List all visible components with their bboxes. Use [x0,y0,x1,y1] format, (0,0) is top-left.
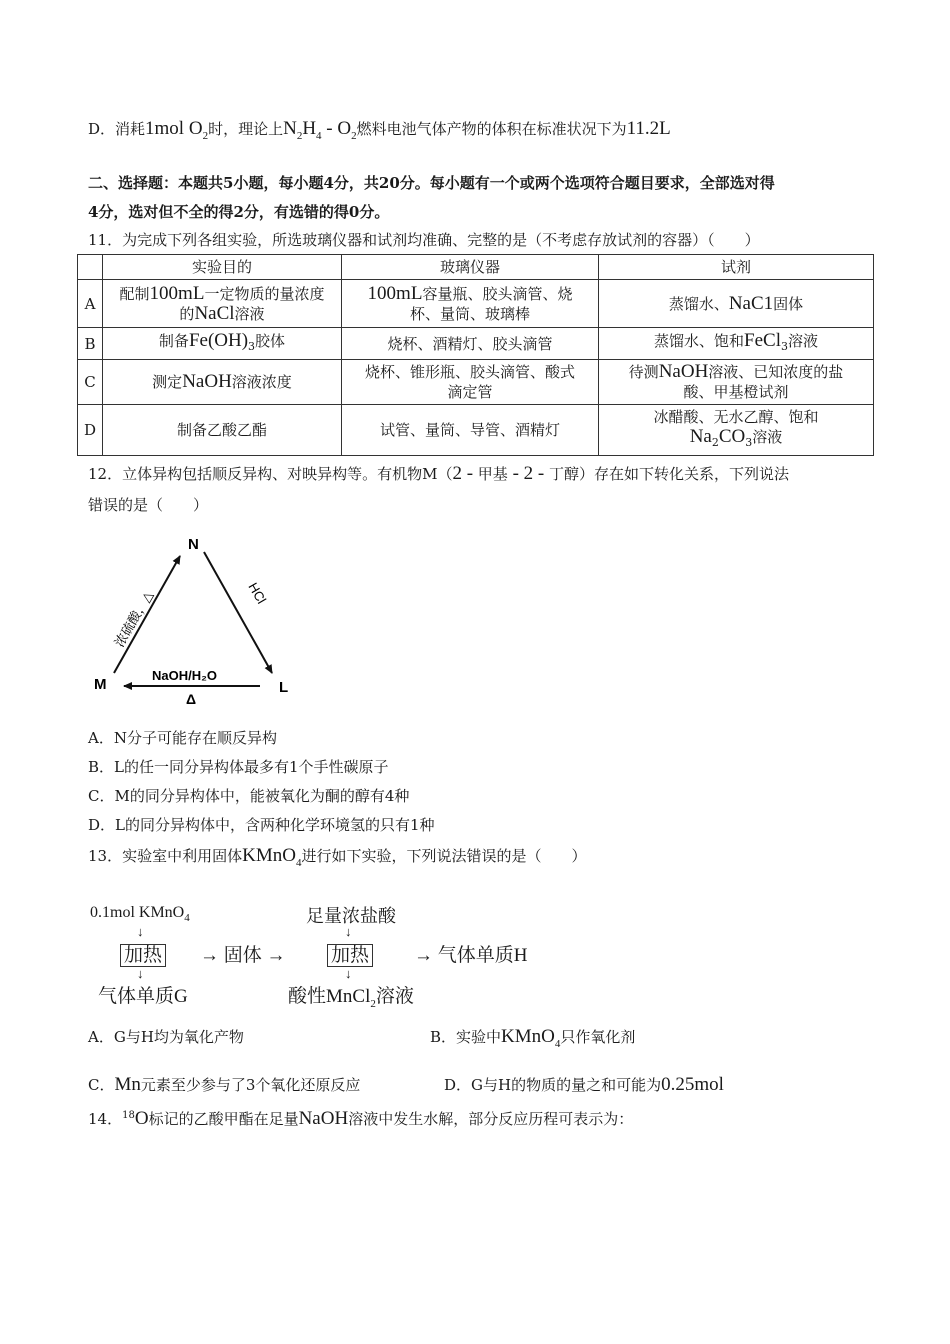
flow-gas-g: 气体单质G [98,986,188,1007]
reagent-text: 溶液 [752,428,783,446]
glass-text: 容量瓶、胶头滴管、烧 [422,284,573,303]
reagent-formula: CO [718,426,746,447]
q13-stem-text: 13．实验室中利用固体 [88,847,243,865]
purpose-text: 溶液 [234,304,265,323]
q10-d-n: N [283,118,297,139]
row-glassware: 烧杯、酒精灯、胶头滴管 [342,328,599,360]
q10-d-dash: - O [321,118,352,139]
row-reagent [599,360,874,405]
purpose-text: 配制 [119,284,150,303]
row-glassware [342,280,599,328]
q13-b-text: B．实验中 [430,1028,502,1046]
down-arrow-icon: ↓ [345,924,352,939]
q12-stem-text: 12．立体异构包括顺反异构、对映异构等。有机物M（ [88,465,453,483]
q12-stem-text: 甲基 [473,465,508,483]
q13-stem-formula [242,845,302,869]
table-row [78,360,874,405]
table-header-row [78,255,874,280]
q12-stem [88,463,789,485]
row-glassware [342,360,599,405]
reagent-formula: NaOH [658,361,709,382]
q12-option-a: A．N分子可能存在顺反异构 [88,729,277,747]
flow-start [90,904,190,924]
purpose-formula: Fe(OH) [188,329,249,351]
row-reagent [599,280,874,328]
q10-d-prefix: D．消耗 [88,120,146,138]
q13-formula-sub: 4 [295,856,302,869]
flow-gas-h: → 气体单质H [414,945,528,966]
row-glassware: 试管、量筒、导管、酒精灯 [342,405,599,456]
row-purpose [103,328,342,360]
purpose-text: 的 [179,304,195,323]
q13-option-d [444,1074,724,1096]
section2-line2: 4分，选对但不全的得2分，有选错的得0分。 [88,203,390,221]
reagent-sub: 3 [780,339,788,353]
purpose-text: 测定 [152,373,183,391]
q13-b-formula [501,1026,561,1050]
row-reagent [599,328,874,360]
reagent-sub: 2 [711,436,719,449]
flow-reagent: 足量浓盐酸 [306,906,396,926]
table-row [78,328,874,360]
row-option: B [78,328,103,360]
q14-text: 溶液中发生水解，部分反应历程可表示为： [348,1110,634,1128]
q13-b-text: 只作氧化剂 [560,1028,636,1046]
q13-stem [88,845,586,869]
q10-d-n-sub: 2 [296,129,303,142]
q10-d-o2-sub: 2 [202,129,209,142]
q10-d-mid: 时，理论上 [208,120,284,138]
reagent-text: 溶液、已知浓度的盐 [708,363,844,381]
q12-option-d: D．L的同分异构体中，含两种化学环境氢的只有1种 [88,816,435,834]
q11-stem: 11．为完成下列各组实验，所选玻璃仪器和试剂均准确、完整的是（不考虑存放试剂的容器）（ ） [88,231,760,249]
table-header-cell: 试剂 [599,255,874,280]
table-header-cell: 玻璃仪器 [342,255,599,280]
purpose-text: 制备 [158,331,189,350]
label-hcl: HCl [245,580,270,607]
arrow-n-to-l [204,552,272,673]
glass-text: 滴定管 [447,383,493,401]
q10-d-fuel-formula [283,118,357,142]
q13-option-a: A．G与H均为氧化产物 [88,1028,244,1046]
flow-solid: → 固体 → [200,945,286,966]
node-n: N [188,536,199,553]
q13-option-b [430,1026,635,1050]
down-arrow-icon: ↓ [137,966,144,981]
q13-c-mn: Mn [114,1074,141,1095]
reagent-text: 溶液 [787,331,818,350]
glass-volume: 100mL [367,282,423,304]
section2-line1: 二、选择题：本题共5小题，每小题4分，共20分。每小题有一个或两个选项符合题目要求，全部选对得 [88,174,775,192]
q12-stem-num: - 2 - [507,463,545,484]
purpose-formula: NaOH [182,371,232,392]
node-l: L [279,679,289,696]
q12-conversion-diagram [88,530,308,705]
reagent-text: 冰醋酸、无水乙醇、饱和 [653,408,819,426]
q10-d-o-sub: 2 [351,129,357,142]
row-purpose [103,280,342,328]
flow-solution [288,981,414,1010]
flow-heat2 [327,940,373,967]
flow-start-sub: 4 [184,912,190,925]
row-purpose [103,360,342,405]
reagent-formula: FeCl [744,329,781,351]
reagent-formula: NaC1 [728,292,774,314]
purpose-volume: 100mL [149,282,205,304]
q10-d-h-sub: 4 [316,129,322,142]
q13-formula-text: KMnO [242,845,296,866]
q14-o: O [134,1108,149,1129]
table-row [78,280,874,328]
q12-option-b: B．L的任一同分异构体最多有1个手性碳原子 [88,758,389,776]
q13-d-text: D．G与H的物质的量之和可能为 [444,1076,662,1094]
q12-stem-num: 2 - [452,463,474,484]
flow-start-text: 0.1mol KMnO [90,904,185,921]
down-arrow-icon: ↓ [137,924,144,939]
q10-d-value: 11.2L [626,118,671,139]
q10-d-h: H [302,118,317,139]
arrow-m-to-n [111,556,180,673]
row-option: A [78,280,103,328]
row-option: C [78,360,103,405]
flow-heat1-box: 加热 [120,944,166,967]
q14-num: 14． [88,1110,123,1128]
q12-option-c: C．M的同分异构体中，能被氧化为酮的醇有4种 [88,787,410,805]
reagent-text: 蒸馏水、 [668,294,729,313]
row-reagent [599,405,874,456]
flow-solution-text: 酸性MnCl [288,986,371,1007]
q14-naoh: NaOH [298,1108,349,1129]
q13-c-text: 元素至少参与了3个氧化还原反应 [140,1076,361,1094]
table-header-cell: 实验目的 [103,255,342,280]
flow-heat1 [120,940,166,967]
label-conc-sulfuric: 浓硫酸，△ [111,588,156,650]
flow-solution-text: 溶液 [375,986,414,1007]
purpose-text: 一定物质的量浓度 [204,284,325,303]
down-arrow-icon: ↓ [345,966,352,981]
row-option: D [78,405,103,456]
q10-d-amount [145,118,209,142]
purpose-text: 溶液浓度 [231,373,292,391]
reagent-text: 固体 [773,294,804,313]
reagent-sub: 3 [745,436,753,449]
row-purpose: 制备乙酸乙酯 [103,405,342,456]
table-header-cell [78,255,103,280]
glass-text: 烧杯、锥形瓶、胶头滴管、酸式 [364,363,575,381]
reagent-text: 待测 [628,363,659,381]
flow-solution-sub: 2 [370,997,376,1010]
q13-d-value: 0.25mol [661,1074,724,1095]
label-naoh-water: NaOH/H₂O [152,668,218,683]
q10-option-d [88,118,671,142]
q14-stem [88,1108,633,1130]
label-heat: Δ [186,691,197,705]
q11-table [77,254,874,456]
purpose-formula: NaCl [194,302,235,324]
q14-isotope: 18 [122,1110,135,1121]
q13-stem-text: 进行如下实验，下列说法错误的是（ ） [301,847,587,865]
node-m: M [94,676,107,693]
q10-d-rest: 燃料电池气体产物的体积在标准状况下为 [356,120,627,138]
q10-d-amount-text: 1mol O [145,118,203,139]
q13-b-formula-text: KMnO [501,1026,555,1047]
q13-option-c [88,1074,360,1096]
q13-b-sub: 4 [554,1037,561,1050]
glass-text: 杯、量筒、玻璃棒 [409,304,530,323]
reagent-text: 酸、甲基橙试剂 [683,383,789,401]
q13-c-text: C． [88,1076,115,1094]
q14-text: 标记的乙酸甲酯在足量 [148,1110,299,1128]
reagent-text: 蒸馏水、饱和 [654,331,745,350]
q12-stem-line2: 错误的是（ ） [88,496,209,514]
table-row [78,405,874,456]
purpose-text: 胶体 [255,331,286,350]
q12-stem-text: 丁醇）存在如下转化关系，下列说法 [544,465,789,483]
reagent-formula: Na [689,426,712,447]
flow-heat2-box: 加热 [327,944,373,967]
purpose-sub: 3 [248,339,256,353]
